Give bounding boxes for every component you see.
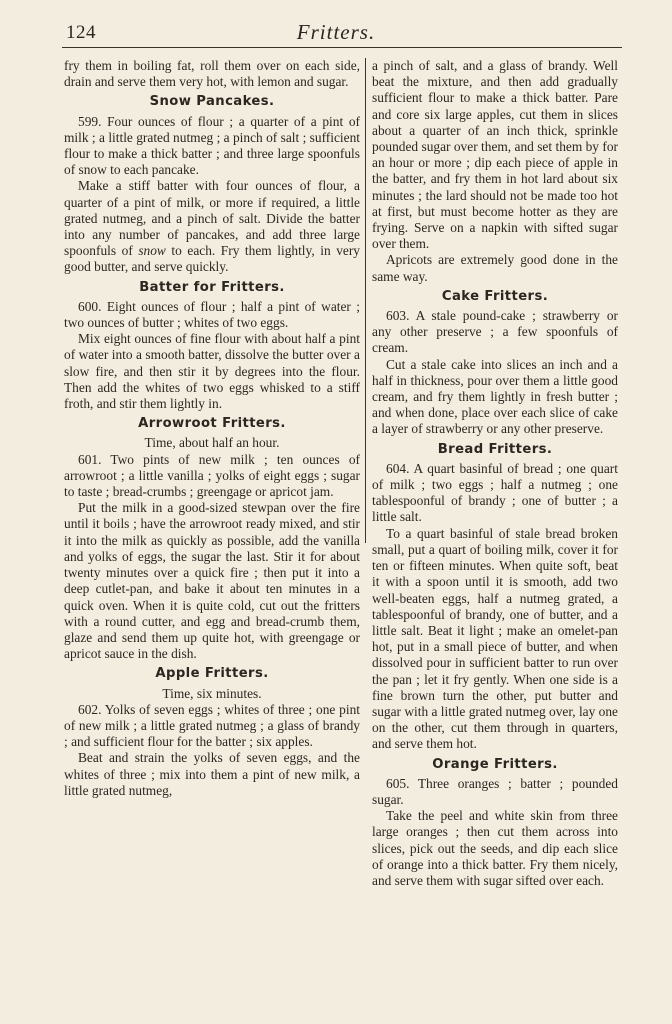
emphasis: snow (138, 243, 166, 259)
page-header (0, 14, 672, 50)
paragraph: 605. Three oranges ; batter ; pounded sugar. (372, 775, 618, 807)
paragraph: 600. Eight ounces of flour ; half a pint of water ; two ounces of butter ; whites of two eggs. (64, 298, 360, 331)
recipe-heading: Snow Pancakes. (149, 94, 275, 110)
paragraph: 602. Yolks of seven eggs ; whites of three ; one pint of new milk ; a little grated nutmeg ; a glass of brandy ; and sufficient flour for the batter ; six apples. (64, 701, 360, 750)
paragraph: a pinch of salt, and a glass of brandy. Well beat the mixture, and then add gradually sufficient flour to make a thick batter. Pare and core six large apples, cut them in slices about a quarter of an inch thick, sprinkle pounded sugar over them, and set them by for an hour or more ; dip each piece of apple in the batter, and fry them in hot lard about six minutes ; the lard should not be made too hot at first, but must become hotter as they are frying. Serve on a napkin with sifted sugar over them. (372, 58, 618, 252)
recipe-heading: Cake Fritters. (441, 288, 549, 304)
paragraph: 599. Four ounces of flour ; a quarter of a pint of milk ; a little grated nutmeg ; a pinch of salt ; sufficient flour to make a thick batter ; and three large spoonfuls of snow to each pancake. (64, 113, 360, 178)
paragraph: Take the peel and white skin from three large oranges ; then cut them across into slices, pick out the seeds, and dip each slice of orange into a thick batter. Fry them nicely, and serve them with sugar sifted over each. (372, 808, 618, 888)
time-note: Time, six minutes. (162, 685, 262, 701)
left-column (64, 58, 360, 799)
paragraph: 601. Two pints of new milk ; ten ounces of arrowroot ; a little vanilla ; yolks of eight eggs ; sugar to taste ; bread-crumbs ; greengage or apricot jam. (64, 451, 360, 500)
recipe-heading: Bread Fritters. (437, 441, 553, 457)
paragraph: Put the milk in a good-sized stewpan over the fire until it boils ; have the arrowroot ready mixed, and stir it into the milk as quickly as possible, add the vanilla and yolks of eggs, the sugar the last. Stir it for about twenty minutes over a quick fire ; then put it into a deep cutlet-pan, and bake it about ten minutes in a quick oven. When it is quite cold, cut out the fritters with a round cutter, and egg and bread-crumb them, glaze and send them up quite hot, with greengage or apricot sauce in the dish. (64, 500, 360, 662)
paragraph: Cut a stale cake into slices an inch and a half in thickness, pour over them a little good cream, and fry them lightly in fresh butter ; and when done, place over each slice of cake a layer of strawberry or any other preserve. (372, 356, 618, 437)
paragraph: To a quart basinful of stale bread broken small, put a quart of boiling milk, cover it for ten or fifteen minutes. When quite soft, beat it with a spoon until it is smooth, add two well-beaten eggs, half a nutmeg grated, a tablespoonful of brandy, one of butter, and a little salt. Beat it light ; make an omelet-pan hot, put in a small piece of butter, and when dissolved pour in sufficient batter to run over the pan ; let it fry gently. When one side is a fine brown turn the other, put butter and sugar with a little grated nutmeg over, lay one on the other, cut them through in quarters, and serve them hot. (372, 525, 619, 752)
time-note: Time, about half an hour. (144, 435, 280, 451)
running-title: Fritters. (296, 20, 376, 44)
paragraph: fry them in boiling fat, roll them over on each side, drain and serve them very hot, with lemon and sugar. (64, 58, 360, 90)
recipe-heading: Batter for Fritters. (139, 279, 285, 295)
column-divider (365, 58, 366, 543)
recipe-heading: Arrowroot Fritters. (138, 416, 286, 432)
paragraph: Mix eight ounces of fine flour with about half a pint of water into a smooth batter, dissolve the butter over a slow fire, and then stir it by degrees into the flour. Then add the whites of two eggs whisked to a stiff froth, and stir them lightly in. (64, 331, 360, 412)
paragraph: Apricots are extremely good done in the same way. (372, 252, 618, 284)
recipe-heading: Orange Fritters. (432, 756, 558, 772)
paragraph: 604. A quart basinful of bread ; one quart of milk ; two eggs ; half a nutmeg ; one tablespoonful of brandy ; one of butter ; a little salt. (372, 460, 618, 525)
right-column (372, 58, 618, 889)
paragraph: Make a stiff batter with four ounces of flour, a quarter of a pint of milk, or more if required, a little grated nutmeg, and a pinch of salt. Divide the batter into any number of pancakes, and add three large spoonfuls of snow to each. Fry them lightly, in very good butter, and serve quickly. (64, 178, 360, 275)
header-rule (62, 47, 622, 48)
paragraph: Beat and strain the yolks of seven eggs, and the whites of three ; mix into them a pint of new milk, a little grated nutmeg, (64, 750, 360, 798)
paragraph: 603. A stale pound-cake ; strawberry or any other preserve ; a few spoonfuls of cream. (372, 308, 618, 356)
page-number: 124 (66, 22, 96, 43)
recipe-heading: Apple Fritters. (155, 666, 269, 682)
